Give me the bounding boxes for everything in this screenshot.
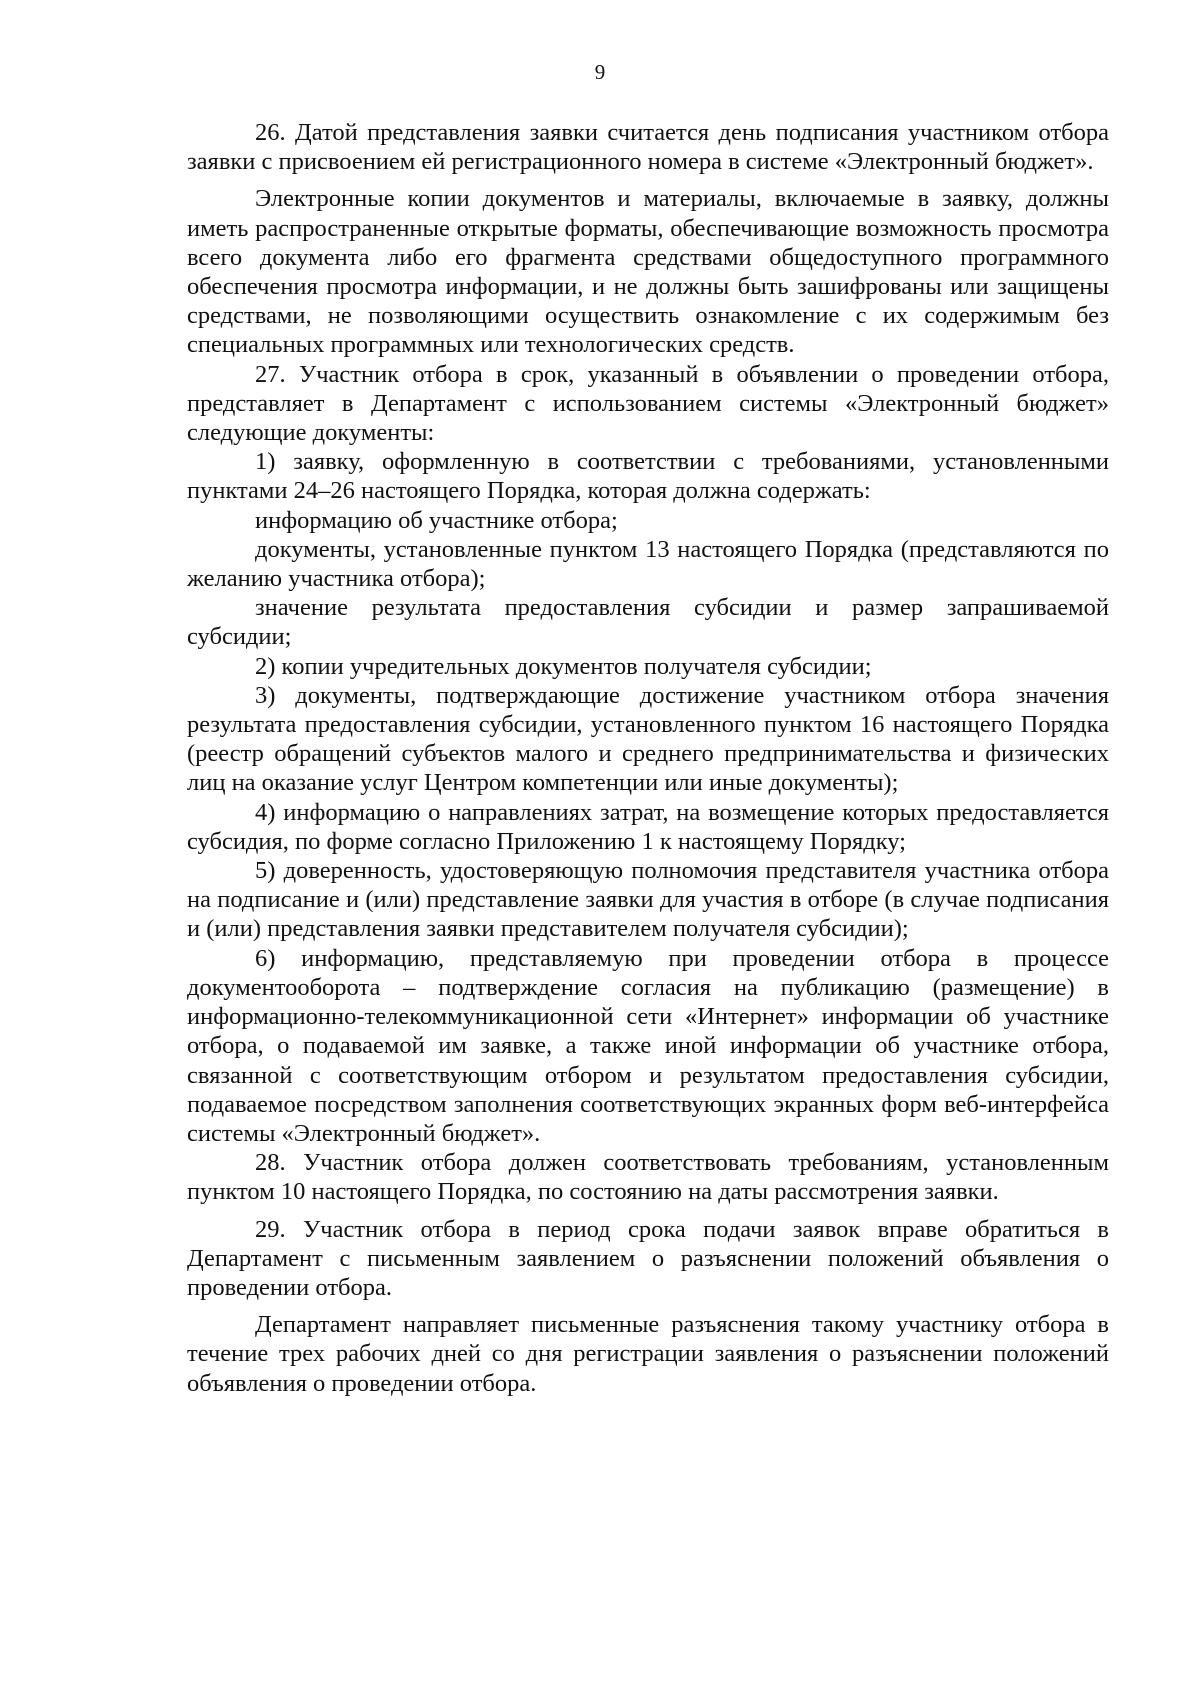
list-subitem-documents: документы, установленные пунктом 13 настоящего Порядка (представляются по желанию участника отбора); — [187, 535, 1109, 593]
list-item-3: 3) документы, подтверждающие достижение участником отбора значения результата предоставления субсидии, установленного пунктом 16 настоящего Порядка (реестр обращений субъектов малого и среднего предпринимательства и физических лиц на оказание услуг Центром компетенции или иные документы); — [187, 681, 1109, 797]
paragraph-department-response: Департамент направляет письменные разъяснения такому участнику отбора в течение трех рабочих дней со дня регистрации заявления о разъяснении положений объявления о проведении отбора. — [187, 1311, 1109, 1397]
paragraph-26: 26. Датой представления заявки считается день подписания участником отбора заявки с присвоением ей регистрационного номера в системе «Электронный бюджет». — [187, 119, 1109, 176]
list-item-6: 6) информацию, представляемую при проведении отбора в процессе документооборота – подтверждение согласия на публикацию (размещение) в информационно-телекоммуникационной сети «Интернет» информации об участнике отбора, о подаваемой им заявке, а также иной информации об участнике отбора, связанной с соответствующим отбором и результатом предоставления субсидии, подаваемое посредством заполнения соответствующих экранных форм веб-интерфейса системы «Электронный бюджет». — [187, 944, 1109, 1147]
paragraph-28: 28. Участник отбора должен соответствовать требованиям, установленным пунктом 10 настоящего Порядка, по состоянию на даты рассмотрения заявки. — [187, 1149, 1109, 1206]
list-subitem-result-value: значение результата предоставления субсидии и размер запрашиваемой субсидии; — [187, 594, 1109, 651]
list-item-2: 2) копии учредительных документов получателя субсидии; — [255, 652, 872, 680]
list-subitem-participant-info: информацию об участнике отбора; — [255, 506, 618, 534]
page-number: 9 — [594, 60, 606, 84]
paragraph-27: 27. Участник отбора в срок, указанный в объявлении о проведении отбора, представляет в Департамент с использованием системы «Электронный бюджет» следующие документы: — [187, 360, 1109, 447]
paragraph-29: 29. Участник отбора в период срока подачи заявок вправе обратиться в Департамент с письменным заявлением о разъяснении положений объявления о проведении отбора. — [187, 1215, 1109, 1301]
list-item-1: 1) заявку, оформленную в соответствии с требованиями, установленными пунктами 24–26 настоящего Порядка, которая должна содержать: — [187, 448, 1109, 505]
list-item-5: 5) доверенность, удостоверяющую полномочия представителя участника отбора на подписание и (или) представление заявки для участия в отборе (в случае подписания и (или) представления заявки представителем получателя субсидии); — [187, 857, 1109, 943]
document-body — [187, 118, 1109, 1398]
paragraph-electronic-copies: Электронные копии документов и материалы, включаемые в заявку, должны иметь распространенные открытые форматы, обеспечивающие возможность просмотра всего документа либо его фрагмента средствами общедоступного программного обеспечения просмотра информации, и не должны быть зашифрованы или защищены средствами, не позволяющими осуществить ознакомление с их содержимым без специальных программных или технологических средств. — [187, 185, 1109, 359]
list-item-4: 4) информацию о направлениях затрат, на возмещение которых предоставляется субсидия, по форме согласно Приложению 1 к настоящему Порядку; — [187, 798, 1109, 855]
